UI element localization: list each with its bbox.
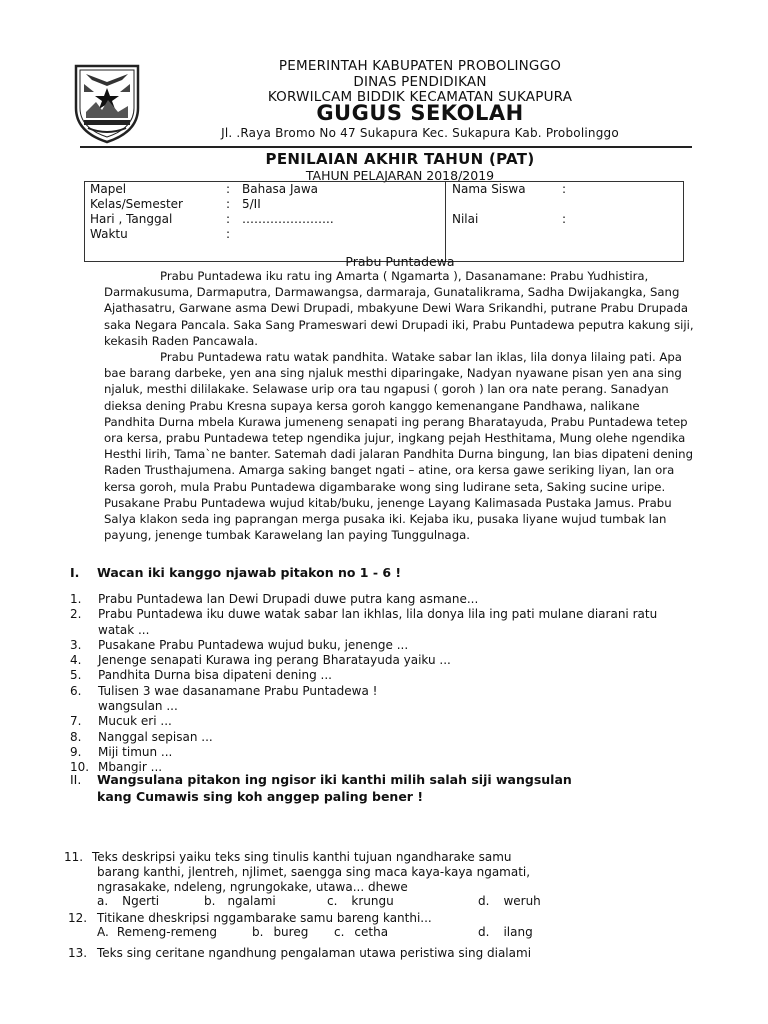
question-11-line-1: Teks deskripsi yaiku teks sing tinulis kanthi tujuan ngandharake samu <box>92 850 512 864</box>
info-label-nama-siswa: Nama Siswa <box>452 182 526 196</box>
option-a[interactable]: A. Remeng-remeng <box>97 925 217 939</box>
story-title: Prabu Puntadewa <box>345 254 455 269</box>
story-paragraph-1: Prabu Puntadewa iku ratu ing Amarta ( Ngamarta ), Dasanamane: Prabu Yudhistira, Darmakusuma, Darmaputra, Darmawangsa, darmaraja, Gunatalikrama, Sadha Dwijakangka, Sang Ajathasatru, Garwane asma Dewi Drupadi, mbakyune Dewi Wara Srikandhi, putrane Prabu Drupada saka Negara Pancala. Saka Sang Prameswari dewi Drupadi iki, Prabu Puntadewa peputra kakung siji, kekasih Raden Pancawala. <box>104 269 694 348</box>
header-address: Jl. .Raya Bromo No 47 Sukapura Kec. Sukapura Kab. Probolinggo <box>221 126 619 140</box>
story-paragraph-2: Prabu Puntadewa ratu watak pandhita. Watake sabar lan iklas, lila donya lilaing pati. Apa bae barang darbeke, yen ana sing njaluk mesthi diparingake, Nadyan nyawane pisan yen ana sing njaluk, mesthi dililakake. Selawase urip ora tau ngapusi ( goroh ) lan ora nate perang. Sanadyan dieksa dening Prabu Kresna supaya kersa goroh kanggo kemenangane Pandhawa, nalikane Pandhita Durna mbela Kurawa jumeneng senapati ing perang Bharatayuda, Prabu Puntadewa tetep ora kersa, prabu Puntadewa tetep ngendika jujur, ingkang pejah Hesthitama, Mung olehe ngendika Hesthi lirih, Tama`ne banter. Satemah dadi jalaran Pandhita Durna bingung, lan bias dipateni dening Raden Trusthajumena. Amarga saking banget ngati – atine, ora kersa gawe seriking liyan, lan ora kersa goroh, mula Prabu Puntadewa digambarake wong sing ludirane seta, Saking sucine uripe. Pusakane Prabu Puntadewa wujud kitab/buku, jenenge Layang Kalimasada Pustaka Jamus. Prabu Salya klakon seda ing paprangan merga pusaka iki. Kejaba iku, pusaka liyane wujud tumbak lan payung, jenenge tumbak Karawelang lan paying Tunggulnaga. <box>104 350 694 543</box>
list-item: 1. Prabu Puntadewa lan Dewi Drupadi duwe putra kang asmane... <box>70 592 479 606</box>
info-box-divider <box>445 181 446 262</box>
header-line-3: KORWILCAM BIDDIK KECAMATAN SUKAPURA <box>267 89 573 105</box>
header-divider <box>80 146 692 148</box>
section-1-numeral: I. <box>70 565 80 580</box>
section-2-numeral: II. <box>70 772 82 787</box>
question-13-line-1: Teks sing ceritane ngandhung pengalaman utawa peristiwa sing dialami <box>97 946 532 960</box>
info-label-mapel: Mapel <box>90 182 127 196</box>
option-c[interactable]: c. cetha <box>334 925 389 939</box>
option-b[interactable]: b. bureg <box>252 925 309 939</box>
info-colon: : <box>226 197 231 211</box>
header-line-2: DINAS PENDIDIKAN <box>353 74 487 90</box>
list-item: 9. Miji timun ... <box>70 744 173 759</box>
list-item: 8. Nanggal sepisan ... <box>70 729 213 744</box>
question-11-line-2: barang kanthi, jlentreh, njlimet, saengga sing maca kaya-kaya ngamati, <box>97 865 531 879</box>
exam-title: PENILAIAN AKHIR TAHUN (PAT) <box>265 150 535 168</box>
info-value-kelas: 5/II <box>242 197 261 211</box>
option-c[interactable]: c. krungu <box>327 894 394 908</box>
option-a[interactable]: a. Ngerti <box>97 894 160 908</box>
section-1-heading: Wacan iki kanggo njawab pitakon no 1 - 6 ! <box>97 565 402 580</box>
list-item: 2. Prabu Puntadewa iku duwe watak sabar lan ikhlas, lila donya lila ing pati mulane diarani ratu <box>70 607 658 622</box>
story-text <box>104 268 694 543</box>
section-2-heading-line-1: Wangsulana pitakon ing ngisor iki kanthi milih salah siji wangsulan <box>97 772 572 787</box>
info-colon: : <box>562 212 567 226</box>
list-item: 4. Jenenge senapati Kurawa ing perang Bharatayuda yaiku ... <box>70 653 451 668</box>
list-item: 5. Pandhita Durna bisa dipateni dening ... <box>70 668 332 683</box>
list-item: 10. Mbangir ... <box>70 760 163 775</box>
question-13-number: 13. <box>68 946 88 960</box>
info-label-hari: Hari , Tanggal <box>90 212 173 226</box>
list-item: watak ... <box>98 622 150 637</box>
question-11-number: 11. <box>64 850 84 864</box>
option-d[interactable]: d. weruh <box>478 894 541 908</box>
option-b[interactable]: b. ngalami <box>204 894 276 908</box>
header-title: GUGUS SEKOLAH <box>316 101 524 125</box>
question-12-line-1: Titikane dheskripsi nggambarake samu bareng kanthi... <box>97 911 432 925</box>
list-item: 3. Pusakane Prabu Puntadewa wujud buku, jenenge ... <box>70 637 409 652</box>
info-colon: : <box>226 182 231 196</box>
info-value-mapel: Bahasa Jawa <box>242 182 319 196</box>
list-item: wangsulan ... <box>98 699 178 714</box>
info-colon: : <box>226 212 231 226</box>
info-value-hari: ………………….. <box>242 212 334 226</box>
essay-question-list <box>70 592 710 776</box>
info-colon: : <box>226 227 231 241</box>
question-12-number: 12. <box>68 911 88 925</box>
header-line-1: PEMERINTAH KABUPATEN PROBOLINGGO <box>278 58 562 74</box>
info-colon: : <box>562 182 567 196</box>
regency-crest-logo <box>72 62 142 144</box>
list-item: 6. Tulisen 3 wae dasanamane Prabu Puntadewa ! <box>70 683 378 698</box>
exam-year: TAHUN PELAJARAN 2018/2019 <box>305 168 495 183</box>
option-d[interactable]: d. ilang <box>478 925 533 939</box>
section-2-heading-line-2: kang Cumawis sing koh anggep paling bener ! <box>97 789 424 804</box>
info-label-kelas: Kelas/Semester <box>90 197 183 211</box>
list-item: 7. Mucuk eri ... <box>70 714 172 729</box>
question-11-line-3: ngrasakake, ndeleng, ngrungokake, utawa... dhewe <box>97 880 408 894</box>
info-label-waktu: Waktu <box>90 227 128 241</box>
student-info-box <box>84 181 684 262</box>
info-label-nilai: Nilai <box>452 212 479 226</box>
